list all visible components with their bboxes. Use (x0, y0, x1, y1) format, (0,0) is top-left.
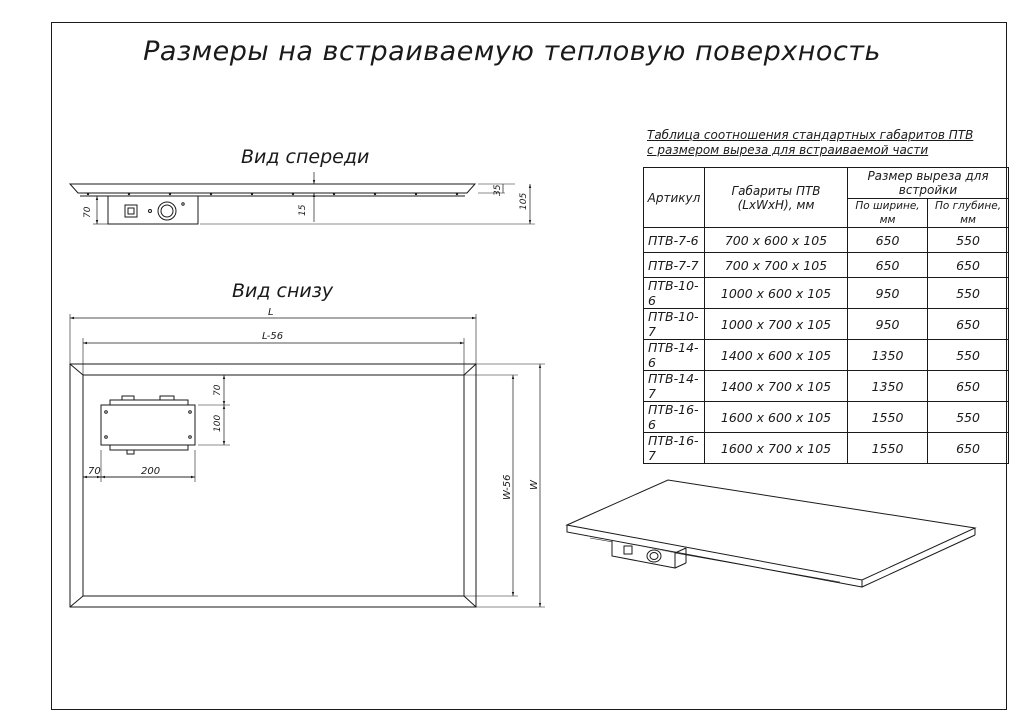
cell-width: 950 (848, 278, 928, 309)
size-table (643, 167, 1009, 464)
cell-depth: 650 (928, 309, 1009, 340)
header-article: Артикул (644, 168, 705, 228)
table-row (644, 228, 1009, 253)
cell-depth: 550 (928, 402, 1009, 433)
dim-L: L (268, 307, 274, 318)
cell-article: ПТВ-14-7 (644, 371, 705, 402)
table-row (644, 402, 1009, 433)
cell-width: 650 (848, 228, 928, 253)
cell-article: ПТВ-16-6 (644, 402, 705, 433)
table-row (644, 340, 1009, 371)
cell-depth: 550 (928, 340, 1009, 371)
table-caption (647, 128, 973, 158)
cell-size: 1600 x 600 x 105 (705, 402, 848, 433)
drawing-title: Размеры на встраиваемую тепловую поверхность (143, 36, 881, 67)
cell-width: 1350 (848, 340, 928, 371)
cell-depth: 650 (928, 253, 1009, 278)
cell-article: ПТВ-7-6 (644, 228, 705, 253)
bottom-view-drawing (70, 314, 545, 607)
cell-depth: 650 (928, 371, 1009, 402)
dim-W: W (529, 480, 540, 490)
cell-width: 1350 (848, 371, 928, 402)
dim-front-15: 15 (298, 204, 308, 216)
dim-front-35: 35 (493, 184, 503, 196)
table-caption-line2: с размером выреза для встраиваемой части (647, 143, 929, 157)
cell-width: 1550 (848, 433, 928, 464)
table-row (644, 433, 1009, 464)
header-size: Габариты ПТВ (LxWxH), мм (705, 168, 848, 228)
dim-box-70-left: 70 (88, 466, 101, 477)
cell-article: ПТВ-16-7 (644, 433, 705, 464)
cell-width: 650 (848, 253, 928, 278)
dim-box-100: 100 (213, 414, 223, 432)
table-body (644, 228, 1009, 464)
cell-size: 700 x 600 x 105 (705, 228, 848, 253)
dim-box-200: 200 (141, 466, 161, 477)
header-depth: По глубине, мм (928, 199, 1009, 228)
table-caption-line1: Таблица соотношения стандартных габаритов ПТВ (647, 128, 974, 142)
cell-size: 1400 x 600 x 105 (705, 340, 848, 371)
cell-depth: 550 (928, 228, 1009, 253)
cell-depth: 650 (928, 433, 1009, 464)
table-row (644, 371, 1009, 402)
cell-width: 1550 (848, 402, 928, 433)
cell-depth: 550 (928, 278, 1009, 309)
cell-size: 1000 x 600 x 105 (705, 278, 848, 309)
table-row (644, 278, 1009, 309)
dim-L-56: L-56 (262, 331, 284, 342)
table-row (644, 309, 1009, 340)
cell-article: ПТВ-10-6 (644, 278, 705, 309)
cell-article: ПТВ-10-7 (644, 309, 705, 340)
cell-article: ПТВ-14-6 (644, 340, 705, 371)
header-width: По ширине, мм (848, 199, 928, 228)
bottom-view-label: Вид снизу (232, 280, 334, 302)
table-row (644, 253, 1009, 278)
front-view-label: Вид спереди (241, 146, 370, 168)
cell-size: 1000 x 700 x 105 (705, 309, 848, 340)
cell-size: 1400 x 700 x 105 (705, 371, 848, 402)
dim-front-70: 70 (83, 206, 93, 218)
dim-box-70-top: 70 (213, 384, 223, 396)
dim-W-56: W-56 (502, 474, 513, 500)
header-cutout: Размер выреза для встройки (848, 168, 1009, 199)
cell-width: 950 (848, 309, 928, 340)
cell-size: 1600 x 700 x 105 (705, 433, 848, 464)
isometric-view-drawing (567, 480, 975, 587)
dim-front-105: 105 (519, 192, 529, 210)
cell-article: ПТВ-7-7 (644, 253, 705, 278)
cell-size: 700 x 700 x 105 (705, 253, 848, 278)
